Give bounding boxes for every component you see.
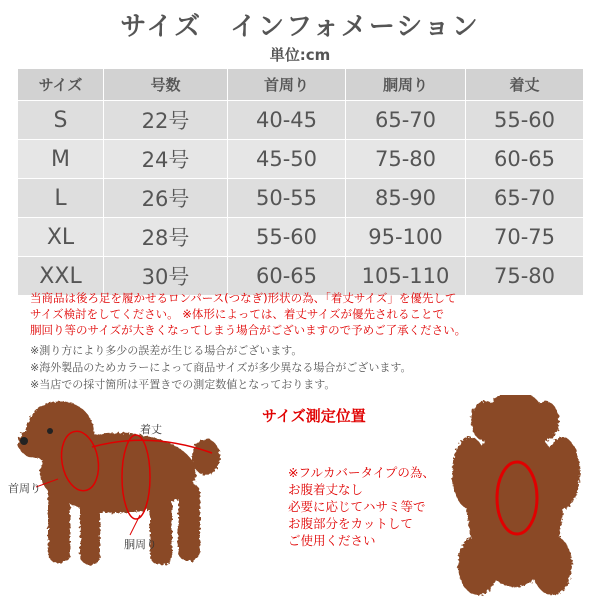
table-cell: XL: [18, 218, 104, 257]
table-cell: 60-65: [228, 257, 346, 296]
table-cell: 26号: [104, 179, 228, 218]
fullcover-line: ご使用ください: [288, 533, 376, 548]
table-row: [18, 218, 584, 257]
waist-label: 胴周り: [124, 538, 157, 551]
table-cell: 28号: [104, 218, 228, 257]
notice-line: 当商品は後ろ足を履かせるロンパース(つなぎ)形状の為、「着丈サイズ」を優先して: [30, 291, 457, 305]
note-item: ※海外製品のためカラーによって商品サイズが多少異なる場合がございます。: [30, 361, 412, 374]
length-label: 着丈: [140, 423, 162, 436]
measurement-position-title: サイズ測定位置: [262, 407, 366, 425]
fullcover-note: [288, 464, 435, 549]
fullcover-line: お腹着丈なし: [288, 482, 364, 497]
note-item: ※当店での採寸箇所は平置きでの測定数値となっております。: [30, 378, 336, 391]
table-cell: 22号: [104, 101, 228, 140]
dog-belly-view-illustration: [452, 395, 580, 595]
table-cell: 95-100: [346, 218, 466, 257]
table-row: [18, 179, 584, 218]
header-neck: 首周り: [228, 69, 346, 101]
table-cell: 40-45: [228, 101, 346, 140]
table-cell: 70-75: [466, 218, 584, 257]
table-cell: 75-80: [466, 257, 584, 296]
page-title: サイズ インフォメーション: [120, 12, 480, 42]
notes-list: [30, 342, 580, 393]
notice-line: サイズ検討をしてください。 ※体形によっては、着丈サイズが優先されることで: [30, 307, 444, 321]
table-cell: 105-110: [346, 257, 466, 296]
table-cell: 45-50: [228, 140, 346, 179]
table-cell: 55-60: [228, 218, 346, 257]
table-cell: L: [18, 179, 104, 218]
table-cell: XXL: [18, 257, 104, 296]
table-cell: 30号: [104, 257, 228, 296]
table-cell: 24号: [104, 140, 228, 179]
table-cell: 50-55: [228, 179, 346, 218]
fullcover-line: お腹部分をカットして: [288, 516, 413, 531]
fullcover-line: 必要に応じてハサミ等で: [288, 499, 426, 514]
notice-line: 胴回り等のサイズが大きくなってしまう場合がございますので予めご了承ください。: [30, 323, 467, 337]
table-row: [18, 140, 584, 179]
header-waist: 胴周り: [346, 69, 466, 101]
header-number: 号数: [104, 69, 228, 101]
note-item: ※測り方により多少の誤差が生じる場合がございます。: [30, 344, 303, 357]
unit-label: 単位:cm: [269, 46, 331, 64]
table-row: [18, 101, 584, 140]
table-header-row: [18, 69, 584, 101]
neck-label: 首周り: [8, 482, 41, 495]
size-table: [17, 68, 584, 296]
table-cell: 55-60: [466, 101, 584, 140]
table-cell: 75-80: [346, 140, 466, 179]
table-cell: 85-90: [346, 179, 466, 218]
table-cell: 60-65: [466, 140, 584, 179]
fullcover-line: ※フルカバータイプの為、: [288, 465, 435, 480]
table-cell: 65-70: [346, 101, 466, 140]
header-size: サイズ: [18, 69, 104, 101]
sizing-notice: [30, 290, 575, 338]
table-cell: M: [18, 140, 104, 179]
table-cell: 65-70: [466, 179, 584, 218]
table-cell: S: [18, 101, 104, 140]
header-length: 着丈: [466, 69, 584, 101]
